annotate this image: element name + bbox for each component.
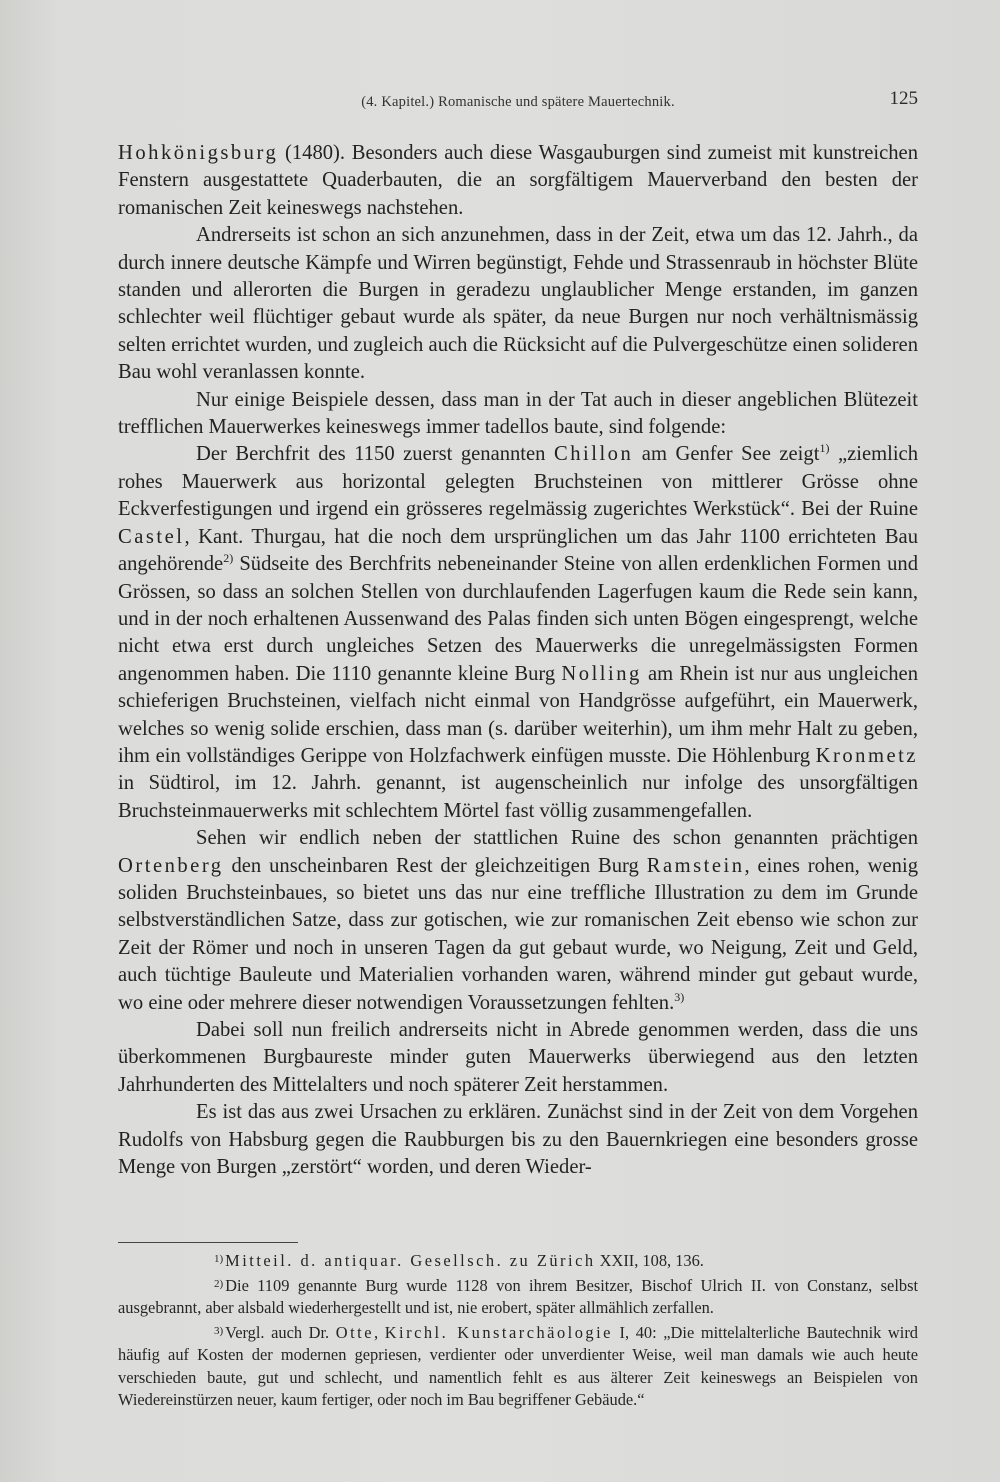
paragraph-4-text-7: in Südtirol, im 12. Jahrh. genannt, ist augenscheinlich nur infolge des unsorgfältigen Bruchsteinmauerwerks mit schlechtem Mörtel fast völlig zusammengefallen. bbox=[118, 772, 918, 822]
paragraph-5-text-2: den unscheinbaren Rest der gleichzeitigen Burg bbox=[223, 854, 647, 877]
footnote-1 bbox=[118, 1248, 918, 1273]
footnote-3-text-3: I, 40: „Die mittelalterliche Bautechnik wird häufig auf Kosten der modernen gepriesen, verdienter oder unverdienter Weise, weil man damals wie auch heute verschieden baute, gut und schlecht, und namentlich fehlt es aus älterer Zeit keineswegs an Beispielen von Wiedereinstürzen neuer, kaum fertiger, oder noch im Bau begriffener Gebäude.“ bbox=[118, 1322, 918, 1409]
place-name-kronmetz: Kronmetz bbox=[815, 744, 918, 767]
paragraph-5-text-1: Sehen wir endlich neben der stattlichen Ruine des schon genannten prächtigen bbox=[196, 827, 918, 850]
place-name-nolling: Nolling bbox=[561, 662, 642, 685]
footnote-2-text: Die 1109 genannte Burg wurde 1128 von ihrem Besitzer, Bischof Ulrich II. von Constanz, selbst ausgebrannt, aber alsbald wiederhergestellt und ist, nie erobert, später allmählich zerfallen. bbox=[118, 1275, 918, 1317]
place-name-ramstein: Ramstein bbox=[646, 854, 745, 877]
paragraph-1-text: (1480). Besonders auch diese Wasgauburgen sind zumeist mit kunstreichen Fenstern ausgestattete Quaderbauten, die an sorgfältigem Mauerverband den besten der romanischen Zeit keineswegs nachstehen. bbox=[118, 142, 918, 219]
footnote-3-text-1: Vergl. auch Dr. bbox=[225, 1322, 336, 1342]
footnotes bbox=[118, 1248, 918, 1412]
footnote-3 bbox=[118, 1320, 918, 1412]
body-text bbox=[118, 140, 918, 1181]
place-name-ortenberg: Ortenberg bbox=[118, 854, 224, 877]
paragraph-3 bbox=[118, 387, 918, 442]
footnote-ref-2[interactable]: 2) bbox=[223, 551, 234, 566]
paragraph-4 bbox=[118, 441, 918, 825]
paragraph-7 bbox=[118, 1099, 918, 1181]
footnote-1-text: XXII, 108, 136. bbox=[595, 1251, 704, 1270]
paragraph-4-text-5: Südseite des Berchfrits nebeneinander Steine von allen erdenklichen Formen und Grössen, so dass an solchen Stellen von durchlaufenden Lagerfugen kaum die Rede sein kann, und in der noch erhaltenen Aussenwand des Palas finden sich unten Bögen eingesprengt, welche nicht etwa erst durch ungleiches Setzen des Mauerwerks die unregelmässigsten Formen angenommen haben. Die 1110 genannte kleine Burg bbox=[118, 553, 918, 685]
paragraph-4-text-3: „ziemlich rohes Mauerwerk aus horizontal gelegten Bruchsteinen von mittlerer Grösse ohne Eckverfestigungen und irgend ein grösseres regelmässig zugerichtes Werkstück“. Bei der Ruine bbox=[118, 443, 918, 521]
paragraph-4-text-6: am Rhein ist nur aus ungleichen schieferigen Bruchsteinen, vielfach nicht einmal von Handgrösse aufgeführt, ein Mauerwerk, welches so wenig solide erschien, dass man (s. darüber weiterhin), um ihm mehr Halt zu geben, ihm ein vollständiges Gerippe von Holzfachwerk einfügen musste. Die Höhlenburg bbox=[118, 662, 918, 767]
paragraph-6-text: Dabei soll nun freilich andrerseits nicht in Abrede genommen werden, dass die uns überkommenen Burgbaureste minder guten Mauerwerks überwiegend aus den letzten Jahrhunderten des Mittelalters und noch späterer Zeit herstammen. bbox=[118, 1019, 918, 1096]
page-header bbox=[118, 88, 918, 116]
footnote-3-text-2: , bbox=[374, 1322, 385, 1342]
page-number: 125 bbox=[889, 88, 918, 109]
paragraph-2 bbox=[118, 222, 918, 386]
footnote-ref-3[interactable]: 3) bbox=[674, 989, 685, 1004]
paragraph-1 bbox=[118, 140, 918, 222]
paragraph-5 bbox=[118, 825, 918, 1017]
place-name-chillon: Chillon bbox=[553, 443, 634, 466]
paragraph-6 bbox=[118, 1017, 918, 1099]
footnote-2-mark: 2) bbox=[214, 1277, 224, 1290]
running-title: (4. Kapitel.) Romanische und spätere Mauertechnik. bbox=[361, 94, 675, 110]
footnote-divider bbox=[118, 1242, 298, 1243]
place-name-castel: Castel bbox=[118, 525, 185, 548]
paragraph-5-text-3: , eines rohen, wenig soliden Bruchsteinbaues, so bietet uns das nur eine treffliche Illustration zu dem im Grunde selbstverständlichen Satze, dass zur gotischen, wie zur romanischen Zeit ebenso wie schon zur Zeit der Römer und noch in unseren Tagen da gut gebaut wurde, wo Neigung, Zeit und Geld, auch tüchtige Bauleute und Materialien vorhanden waren, während minder gut gebaut wurde, wo eine oder mehrere dieser notwendigen Voraussetzungen fehlten. bbox=[118, 854, 918, 1014]
footnote-3-author: Otte bbox=[335, 1322, 374, 1342]
footnote-3-mark: 3) bbox=[214, 1324, 224, 1337]
paragraph-4-text-2: am Genfer See zeigt bbox=[633, 443, 820, 466]
footnote-1-source: Mitteil. d. antiquar. Gesellsch. zu Zürich bbox=[225, 1251, 596, 1270]
paragraph-4-text-1: Der Berchfrit des 1150 zuerst genannten bbox=[196, 443, 554, 466]
paragraph-7-text: Es ist das aus zwei Ursachen zu erklären. Zunächst sind in der Zeit von dem Vorgehen Rudolfs von Habsburg gegen die Raubburgen bis zu den Bauernkriegen eine besonders grosse Menge von Burgen „zerstört“ worden, und deren Wieder- bbox=[118, 1101, 918, 1179]
footnote-3-source: Kirchl. Kunstarchäologie bbox=[384, 1322, 613, 1342]
footnote-1-mark: 1) bbox=[214, 1253, 224, 1265]
paragraph-3-text: Nur einige Beispiele dessen, dass man in der Tat auch in dieser angeblichen Blütezeit trefflichen Mauerwerkes keineswegs immer tadellos baute, sind folgende: bbox=[118, 388, 918, 439]
footnote-ref-1[interactable]: 1) bbox=[819, 441, 830, 456]
place-name-hohkoenigsburg: Hohkönigsburg bbox=[118, 142, 279, 164]
paragraph-2-text: Andrerseits ist schon an sich anzunehmen, dass in der Zeit, etwa um das 12. Jahrh., da durch innere deutsche Kämpfe und Wirren begünstigt, Fehde und Strassenraub in höchster Blüte standen und allerorten die Burgen in geradezu unglaublicher Menge erstanden, im ganzen schlechter weil flüchtiger gebaut wurde als später, da neue Burgen nur noch verhältnismässig selten errichtet wurden, und zugleich auch die Rücksicht auf die Pulvergeschütze einen solideren Bau wohl veranlassen konnte. bbox=[118, 224, 918, 384]
footnote-2 bbox=[118, 1273, 918, 1320]
paragraph-4-text-4: , Kant. Thurgau, hat die noch dem ursprünglichen um das Jahr 1100 errichteten Bau angehörende bbox=[118, 525, 918, 576]
